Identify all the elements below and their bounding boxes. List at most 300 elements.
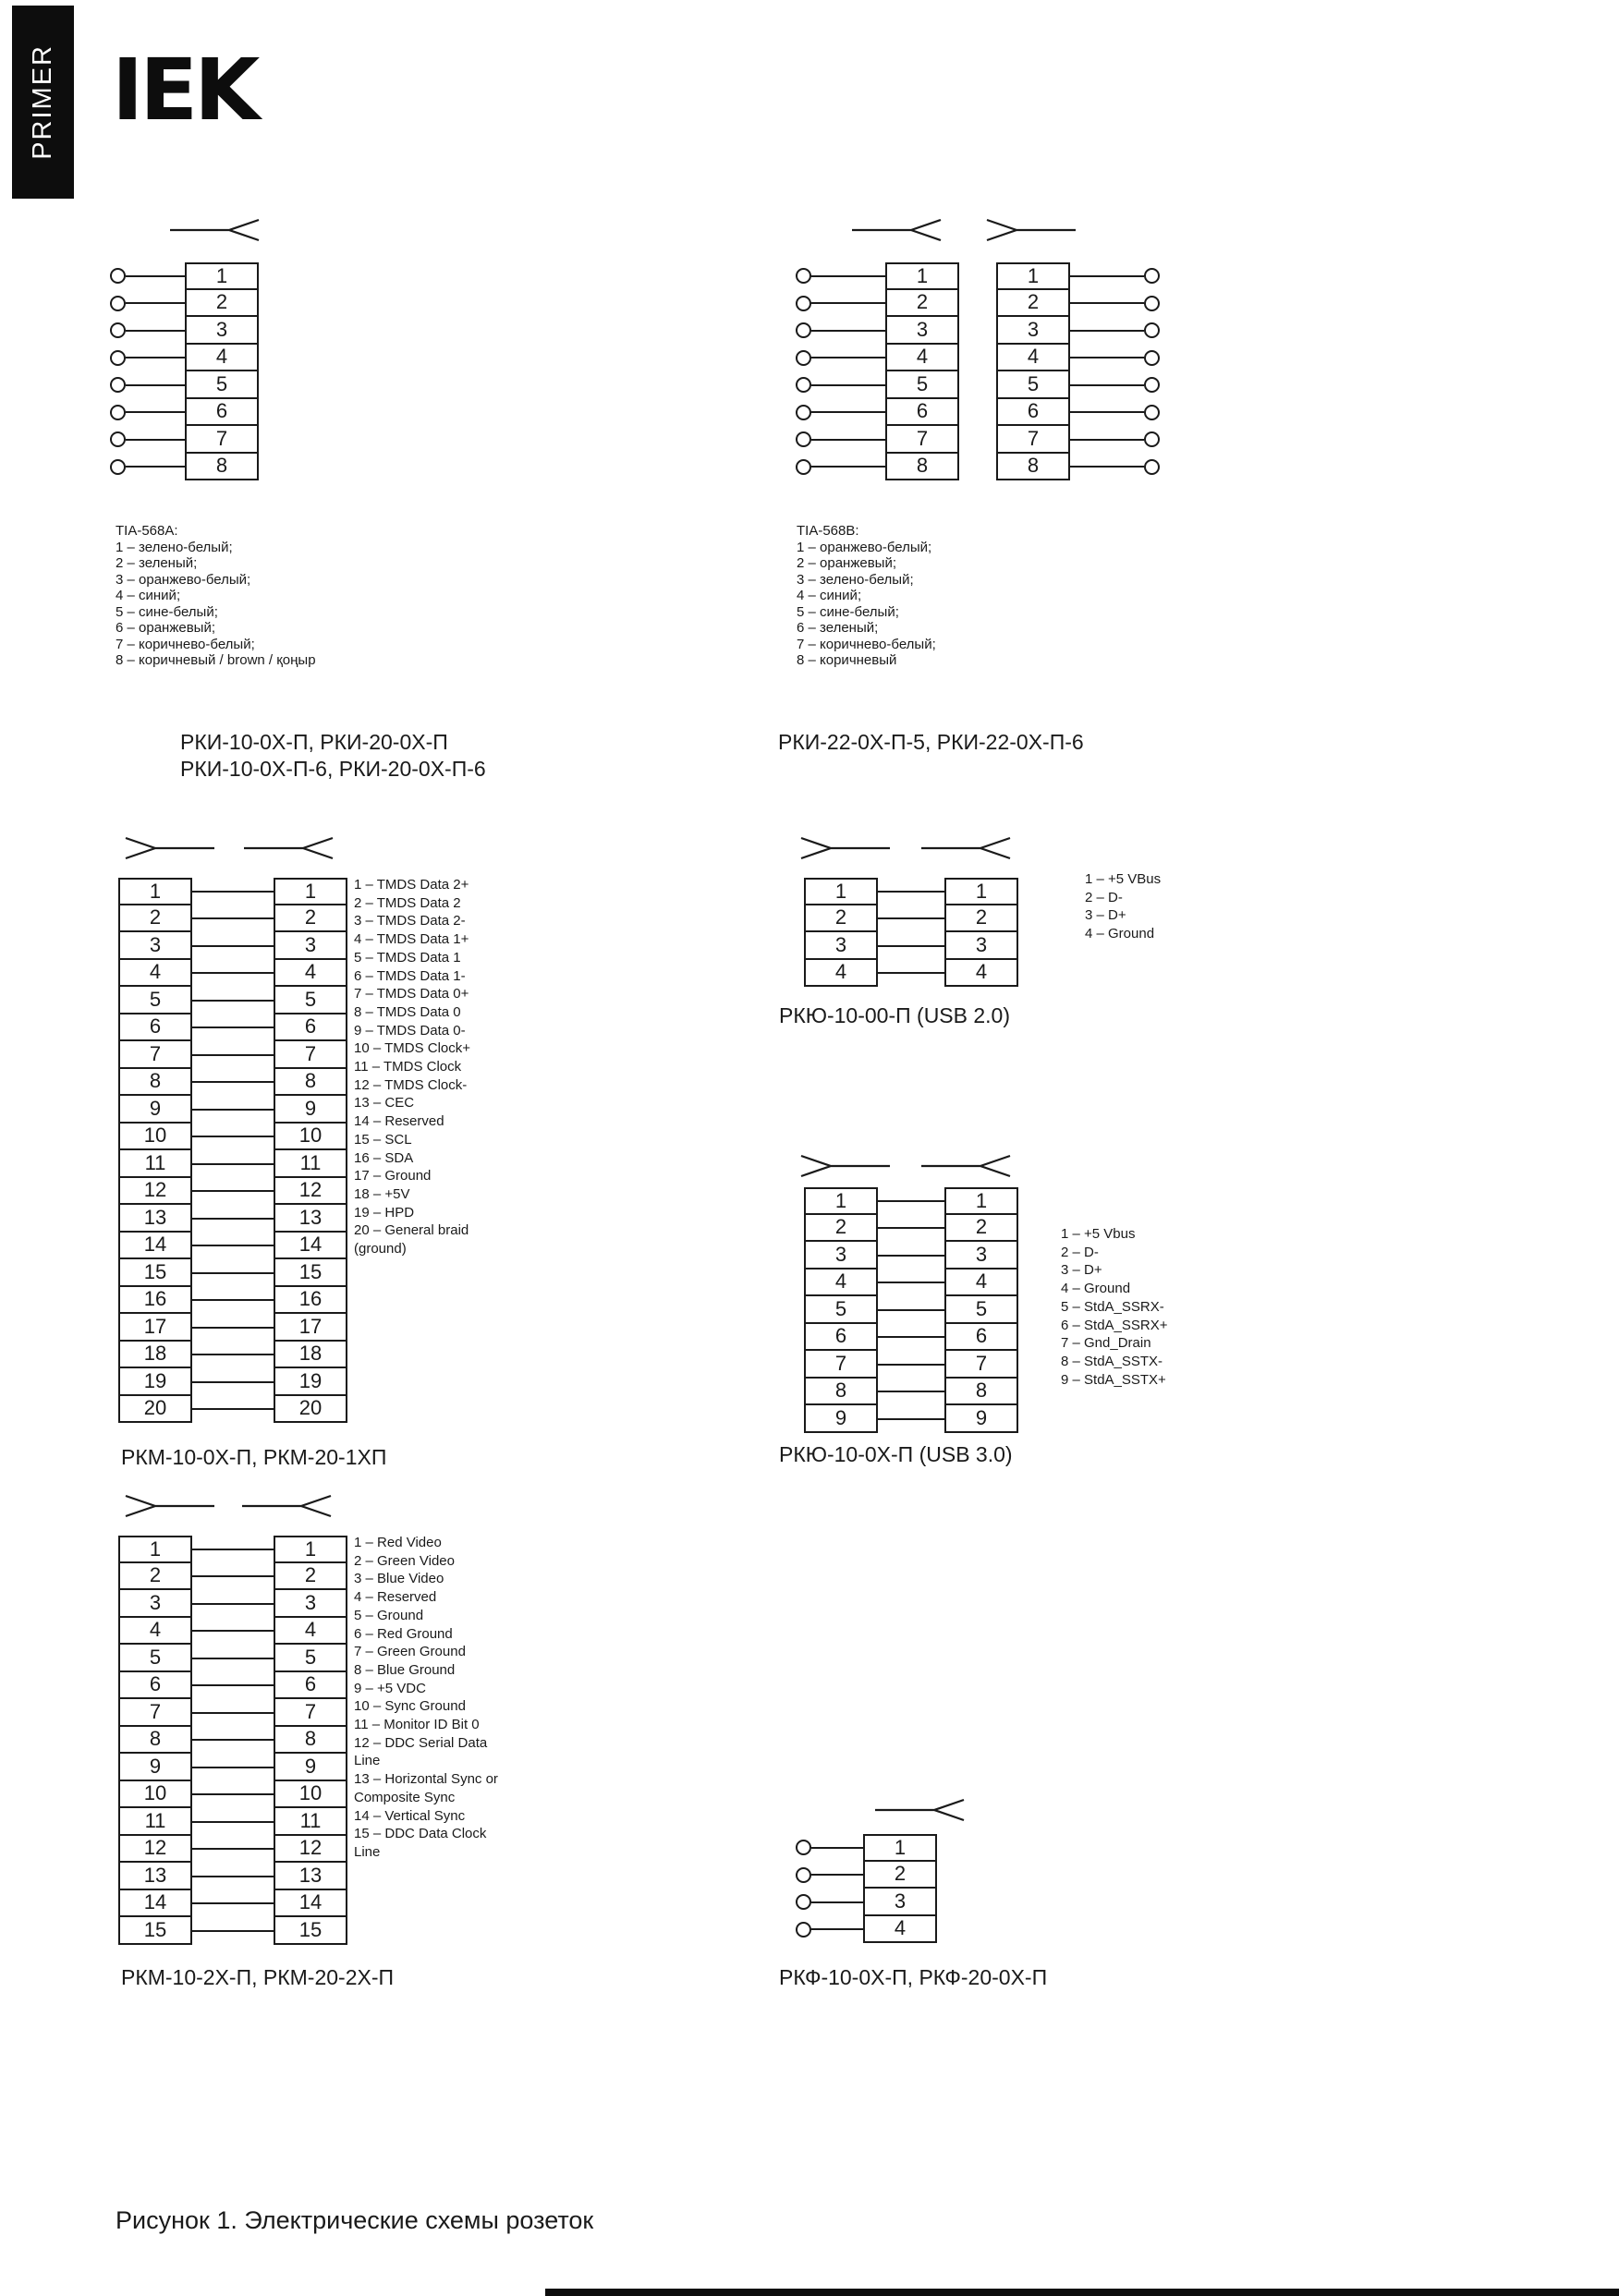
pin-box: 6 [996,399,1070,427]
legend-line: 1 – Red Video [354,1535,442,1550]
pin-box: 3 [804,932,878,960]
legend-tia568b [797,523,936,669]
terminal-circle [1144,322,1160,338]
pin-box: 4 [118,960,192,988]
legend-line: 10 – TMDS Clock+ [354,1040,471,1057]
pin-row [804,1379,1018,1406]
pin-box: 5 [185,371,259,399]
plug-direction-icon [985,218,1077,242]
pin-row [804,1296,1018,1324]
pin-box: 16 [118,1287,192,1315]
pin-row [796,426,1160,454]
pin-box: 12 [118,1836,192,1864]
legend-line: TIA-568B: [797,523,859,539]
legend-line: 2 – Green Video [354,1552,455,1569]
diagram-label: РКИ-10-0Х-П-6, РКИ-20-0Х-П-6 [180,757,486,781]
legend-line: 2 – D- [1061,1244,1099,1260]
terminal-circle [796,350,811,366]
pin-row [110,426,259,454]
pin-row [804,1269,1018,1297]
pin-box: 3 [185,317,259,345]
pin-box: 1 [804,1187,878,1215]
legend-line: 3 – D+ [1085,907,1126,924]
terminal-circle [796,1922,811,1938]
pin-box: 9 [274,1096,347,1124]
wire-line [126,357,185,358]
pin-box: 4 [804,960,878,988]
legend-tia568a [116,523,316,669]
pin-row [118,960,347,988]
pin-box: 8 [944,1379,1018,1406]
wire-line [192,1767,274,1768]
legend-line: 8 – коричневый / brown / қоңыр [116,652,316,668]
terminal-circle [796,322,811,338]
pin-box: 1 [185,262,259,290]
pin-box: 9 [944,1405,1018,1433]
wire-line [126,275,185,277]
pin-box: 7 [944,1351,1018,1379]
legend-line: 10 – Sync Ground [354,1698,466,1715]
legend-line: 5 – сине-белый; [116,603,218,620]
diagram-hdmi [118,878,347,1423]
pin-row [118,1618,347,1646]
legend-usb3 [1061,1225,1168,1389]
pin-box: 6 [118,1014,192,1042]
legend-line: Composite Sync [354,1789,456,1805]
pin-box: 9 [118,1754,192,1781]
plug-direction-icon [850,218,943,242]
pin-row [110,399,259,427]
pin-row [110,290,259,318]
legend-line: 4 – Ground [1085,926,1155,942]
pin-box: 7 [804,1351,878,1379]
label-rkyu-usb2 [779,1002,1010,1029]
terminal-circle [796,296,811,311]
pin-box: 4 [185,345,259,372]
wire-line [1070,439,1144,441]
pin-row [804,1324,1018,1352]
pin-box: 4 [885,345,959,372]
pin-box: 1 [274,878,347,905]
wire-line [192,1354,274,1355]
pin-box: 1 [944,1187,1018,1215]
pin-row [118,1536,347,1563]
pin-box: 1 [274,1536,347,1563]
pin-box: 1 [885,262,959,290]
pin-row [118,1699,347,1727]
pin-box: 5 [274,1645,347,1672]
pin-row [118,1178,347,1206]
pin-row [796,1862,937,1889]
legend-usb2 [1085,870,1161,943]
pin-box: 7 [118,1041,192,1069]
wire-line [811,411,885,413]
terminal-circle [1144,268,1160,284]
wire-line [126,330,185,332]
pin-row [110,317,259,345]
pin-box: 9 [118,1096,192,1124]
wire-line [811,1847,863,1849]
legend-line: 8 – коричневый [797,652,897,668]
pin-box: 11 [118,1808,192,1836]
legend-line: 6 – оранжевый; [116,620,216,636]
pin-row [110,371,259,399]
pin-row [118,1259,347,1287]
wire-line [192,1109,274,1111]
legend-line: 1 – оранжево-белый; [797,539,932,555]
page-edge-bar [545,2289,1619,2296]
pin-row [118,1727,347,1755]
wire-line [192,1190,274,1192]
wire-line [811,1901,863,1903]
legend-line: 5 – StdA_SSRX- [1061,1298,1164,1315]
wire-line [192,1575,274,1577]
terminal-circle [110,431,126,447]
legend-vga [354,1534,498,1862]
legend-line: 8 – Blue Ground [354,1661,456,1678]
wire-line [878,891,944,893]
wire-line [192,1930,274,1932]
pin-box: 3 [944,932,1018,960]
wire-line [878,1309,944,1311]
wire-line [192,1272,274,1274]
wire-line [811,466,885,468]
wire-line [192,1712,274,1714]
pin-box: 8 [118,1069,192,1097]
legend-line: Line [354,1843,381,1860]
pin-row [796,345,1160,372]
legend-line: 4 – Reserved [354,1589,437,1606]
wire-line [1070,275,1144,277]
wire-line [192,1136,274,1137]
pin-box: 18 [118,1342,192,1369]
wire-line [1070,466,1144,468]
pin-row [118,1205,347,1233]
wire-line [878,1227,944,1229]
pin-row [118,1917,347,1945]
pin-box: 8 [274,1727,347,1755]
wire-line [878,945,944,947]
pin-box: 17 [118,1314,192,1342]
wire-line [878,1418,944,1420]
pin-box: 19 [274,1368,347,1396]
diagram-label: РКИ-10-0Х-П, РКИ-20-0Х-П [180,730,448,754]
wire-line [126,466,185,468]
plug-direction-icon [240,1494,333,1518]
pin-box: 2 [274,1563,347,1591]
pin-box: 2 [944,1215,1018,1243]
legend-line: 3 – зелено-белый; [797,571,914,588]
pin-box: 11 [118,1150,192,1178]
pin-box: 3 [274,1590,347,1618]
pin-row [796,399,1160,427]
terminal-circle [110,296,126,311]
pin-box: 14 [274,1233,347,1260]
terminal-circle [796,1840,811,1855]
figure-caption: Рисунок 1. Электрические схемы розеток [116,2206,594,2234]
pin-box: 2 [118,1563,192,1591]
pin-box: 12 [274,1836,347,1864]
pin-row [796,290,1160,318]
wire-line [192,1054,274,1056]
pin-row [118,1314,347,1342]
terminal-circle [796,1894,811,1910]
terminal-circle [1144,296,1160,311]
legend-line: 5 – TMDS Data 1 [354,949,461,966]
legend-line: 9 – TMDS Data 0- [354,1022,466,1039]
legend-line: 7 – Gnd_Drain [1061,1335,1151,1352]
pin-box: 3 [118,932,192,960]
legend-line: 7 – Green Ground [354,1644,466,1660]
legend-line: 20 – General braid [354,1222,469,1239]
wire-line [192,891,274,893]
pin-box: 9 [274,1754,347,1781]
legend-line: 3 – D+ [1061,1262,1102,1279]
legend-line: (ground) [354,1241,407,1257]
legend-line: 3 – оранжево-белый; [116,571,251,588]
pin-box: 2 [185,290,259,318]
primer-side-tab [12,6,74,199]
wire-line [192,1163,274,1165]
plug-direction-icon [242,836,335,860]
diagram-label: РКМ-10-2Х-П, РКМ-20-2Х-П [121,1965,395,1989]
legend-line: 15 – DDC Data Clock [354,1826,487,1842]
wire-line [878,1364,944,1366]
diagram-rj45-tia568a [110,262,259,480]
wire-line [192,1000,274,1002]
pin-box: 4 [944,960,1018,988]
legend-line: 12 – TMDS Clock- [354,1076,468,1093]
legend-line: 11 – Monitor ID Bit 0 [354,1717,480,1733]
pin-box: 1 [118,1536,192,1563]
pin-row [118,932,347,960]
terminal-circle [1144,459,1160,475]
plug-direction-icon [124,836,216,860]
pin-row [110,345,259,372]
wire-line [192,1821,274,1823]
pin-row [118,1096,347,1124]
label-rkm-hdmi [121,1444,386,1471]
pin-box: 2 [863,1862,937,1889]
pin-box: 1 [804,878,878,905]
pin-row [796,1916,937,1944]
pin-row [118,1014,347,1042]
wire-line [126,302,185,304]
legend-line: 13 – Horizontal Sync or [354,1771,498,1788]
legend-line: 12 – DDC Serial Data [354,1734,488,1751]
pin-box: 6 [274,1672,347,1700]
pin-box: 17 [274,1314,347,1342]
legend-line: 7 – коричнево-белый; [797,636,936,652]
plug-direction-icon [919,1154,1012,1178]
legend-line: 17 – Ground [354,1168,432,1184]
wire-line [1070,302,1144,304]
wire-line [811,330,885,332]
plug-direction-icon [799,1154,892,1178]
terminal-circle [1144,431,1160,447]
wire-line [126,411,185,413]
primer-tab-label: PRIMER [28,44,57,160]
pin-box: 15 [118,1917,192,1945]
plug-direction-icon [124,1494,216,1518]
pin-box: 10 [118,1124,192,1151]
wire-line [878,1391,944,1392]
pin-row [804,905,1018,933]
terminal-circle [796,268,811,284]
diagram-rj45-tia568b [796,262,1160,480]
pin-box: 9 [804,1405,878,1433]
terminal-circle [796,459,811,475]
legend-line: 1 – +5 Vbus [1061,1226,1136,1242]
pin-box: 20 [118,1396,192,1424]
wire-line [192,1381,274,1383]
wire-line [192,1684,274,1686]
pin-box: 2 [804,905,878,933]
pin-row [110,262,259,290]
wire-line [192,1218,274,1220]
wire-line [811,357,885,358]
pin-row [118,1069,347,1097]
pin-row [118,1754,347,1781]
pin-box: 2 [944,905,1018,933]
wire-line [192,1603,274,1605]
pin-row [118,1396,347,1424]
pin-box: 2 [996,290,1070,318]
wire-line [126,384,185,386]
wire-line [1070,411,1144,413]
label-rkyu-usb3 [779,1441,1013,1468]
pin-box: 10 [274,1781,347,1809]
wire-line [192,1549,274,1550]
pin-row [118,878,347,905]
label-rki-22 [778,729,1084,756]
pin-row [796,1889,937,1916]
legend-line: 11 – TMDS Clock [354,1059,462,1075]
pin-row [796,262,1160,290]
diagram-label: РКИ-22-0Х-П-5, РКИ-22-0Х-П-6 [778,730,1084,754]
legend-line: 2 – TMDS Data 2 [354,894,461,911]
pin-box: 14 [118,1890,192,1918]
pin-box: 15 [118,1259,192,1287]
legend-line: 5 – Ground [354,1607,424,1623]
pin-box: 18 [274,1342,347,1369]
legend-line: 8 – StdA_SSTX- [1061,1353,1163,1369]
pin-box: 8 [996,454,1070,481]
pin-row [118,987,347,1014]
pin-box: 5 [996,371,1070,399]
pin-box: 5 [118,1645,192,1672]
legend-line: 1 – +5 VBus [1085,871,1162,887]
pin-row [118,1863,347,1890]
pin-box: 4 [274,1618,347,1646]
legend-line: 1 – зелено-белый; [116,539,233,555]
wire-line [878,917,944,919]
wire-line [1070,330,1144,332]
pin-row [118,1287,347,1315]
pin-box: 12 [118,1178,192,1206]
wire-line [192,1408,274,1410]
pin-box: 2 [804,1215,878,1243]
terminal-circle [110,405,126,420]
pin-box: 6 [274,1014,347,1042]
wire-line [192,945,274,947]
pin-box: 5 [885,371,959,399]
terminal-circle [796,431,811,447]
plug-direction-icon [873,1798,966,1822]
diagram-label: РКФ-10-0Х-П, РКФ-20-0Х-П [779,1965,1048,1989]
pin-box: 4 [944,1269,1018,1297]
legend-line: 3 – TMDS Data 2- [354,913,466,929]
pin-box: 4 [863,1916,937,1944]
pin-box: 7 [885,426,959,454]
pin-box: 1 [118,878,192,905]
legend-line: 6 – StdA_SSRX+ [1061,1317,1168,1333]
pin-box: 1 [863,1834,937,1862]
pin-box: 12 [274,1178,347,1206]
pin-box: 19 [118,1368,192,1396]
pin-box: 3 [885,317,959,345]
pin-box: 1 [996,262,1070,290]
diagram-label: РКМ-10-0Х-П, РКМ-20-1ХП [121,1445,387,1469]
legend-line: 1 – TMDS Data 2+ [354,877,469,893]
wire-line [192,1299,274,1301]
legend-line: 16 – SDA [354,1149,414,1166]
wire-line [878,1255,944,1257]
terminal-circle [110,322,126,338]
wire-line [811,384,885,386]
legend-line: 19 – HPD [354,1204,415,1221]
pin-box: 3 [863,1889,937,1916]
pin-box: 15 [274,1917,347,1945]
legend-line: 13 – CEC [354,1095,415,1112]
pin-row [804,1242,1018,1269]
pin-row [118,1041,347,1069]
wire-line [192,1245,274,1246]
pin-box: 11 [274,1808,347,1836]
terminal-circle [110,377,126,393]
legend-line: 9 – StdA_SSTX+ [1061,1371,1166,1388]
terminal-circle [1144,405,1160,420]
legend-line: 18 – +5V [354,1185,410,1202]
pin-row [118,1672,347,1700]
legend-line: 9 – +5 VDC [354,1680,426,1696]
wire-line [192,1793,274,1795]
legend-line: 3 – Blue Video [354,1571,444,1587]
legend-line: 6 – TMDS Data 1- [354,967,466,984]
pin-box: 7 [118,1699,192,1727]
diagram-usb3 [804,1187,1018,1433]
wire-line [192,972,274,974]
terminal-circle [1144,377,1160,393]
wire-line [192,1902,274,1904]
wire-line [878,1200,944,1202]
pin-row [804,960,1018,988]
pin-box: 14 [118,1233,192,1260]
pin-row [118,1590,347,1618]
pin-row [804,1187,1018,1215]
pin-box: 1 [944,878,1018,905]
pin-box: 13 [118,1205,192,1233]
pin-box: 10 [118,1781,192,1809]
pin-row [804,1405,1018,1433]
pin-row [118,1563,347,1591]
wire-line [811,1874,863,1876]
pin-row [118,1781,347,1809]
terminal-circle [110,350,126,366]
pin-box: 20 [274,1396,347,1424]
wire-line [811,439,885,441]
pin-box: 11 [274,1150,347,1178]
